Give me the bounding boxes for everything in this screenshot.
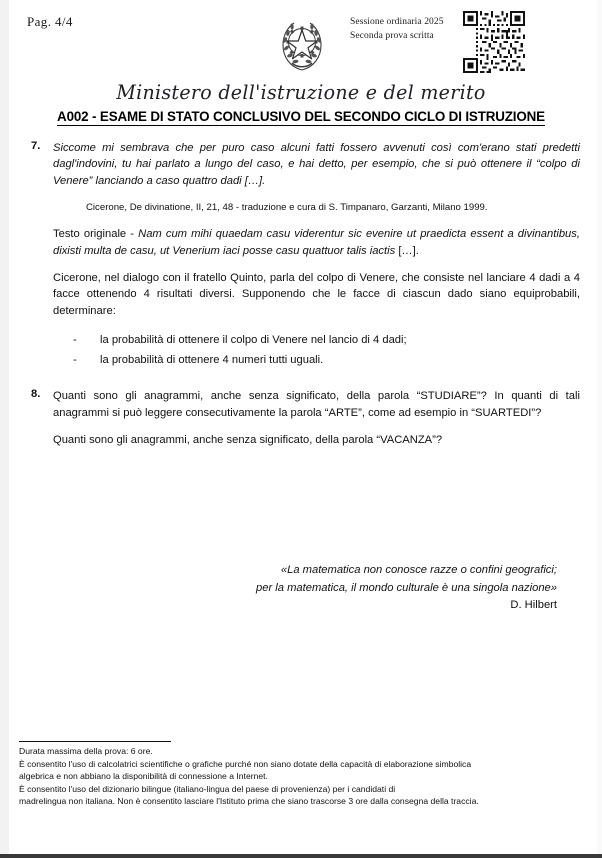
question-number-7: 7. — [31, 140, 41, 152]
exam-body — [0, 140, 602, 448]
footer-line-3: algebrica e non abbiano la disponibilità di connessione a Internet. — [19, 771, 268, 782]
bullet-text: la probabilità di ottenere 4 numeri tutti uguali. — [100, 354, 324, 367]
ministry-name: Ministero dell'istruzione e del merito — [116, 81, 486, 105]
closing-quote — [0, 562, 602, 615]
footer-divider — [19, 741, 171, 742]
footer-line-5: madrelingua non italiana. Non è consentito lasciare l'Istituto prima che siano trascorse 3 ore dalla consegna della traccia. — [19, 796, 479, 807]
footer-notes — [19, 745, 579, 808]
question-7-body: Cicerone, nel dialogo con il fratello Quinto, parla del colpo di Venere, che consiste nel lanciare 4 dadi a 4 facce ottenendo 4 risultati diversi. Supponendo che le facce di ciascun dado siano equiprobabili, determinare: — [53, 272, 580, 317]
page-title-text: A002 - ESAME DI STATO CONCLUSIVO DEL SECONDO CICLO DI ISTRUZIONE — [57, 109, 545, 124]
footer-line-1: Durata massima della prova: 6 ore. — [19, 746, 153, 756]
session-info — [350, 15, 444, 43]
dash-bullet-icon: - — [73, 334, 77, 347]
session-line-1: Sessione ordinaria 2025 — [350, 17, 444, 27]
page-footer — [19, 741, 579, 808]
dash-bullet-icon: - — [73, 354, 77, 367]
page-header — [0, 0, 602, 78]
question-7-bullet-list — [0, 330, 602, 370]
quote-line-1: «La matematica non conosce razze o confini geografici; — [280, 564, 557, 576]
quote-line-2: per la matematica, il mondo culturale è una singola nazione» — [256, 581, 557, 594]
page-title — [0, 109, 602, 124]
original-tail: […]. — [395, 244, 419, 257]
question-7-original-paragraph — [53, 226, 580, 259]
page-number-label: Pag. 4/4 — [27, 14, 73, 29]
original-label: Testo originale - — [53, 228, 139, 241]
quote-author: D. Hilbert — [510, 599, 557, 611]
qr-code-icon — [463, 11, 525, 73]
italian-republic-emblem-icon — [277, 13, 327, 73]
question-7-original — [0, 226, 602, 319]
question-7-quote: Siccome mi sembrava che per puro caso alcuni fatti fossero avvenuti così com'erano stati predetti dagl'indovini, tu hai parlato a lungo del caso, e hai detto, per esempio, che si può ottenere il “colpo di Venere” lanciando a caso quattro dadi […]. — [53, 142, 580, 187]
list-item — [73, 330, 580, 350]
question-item-7 — [0, 140, 602, 189]
question-7-source: Cicerone, De divinatione, II, 21, 48 - traduzione e cura di S. Timpanaro, Garzanti, Milano 1999. — [86, 202, 488, 214]
footer-line-4: È consentito l'uso del dizionario bilingue (italiano-lingua del paese di provenienza) per i candidati di — [19, 783, 396, 794]
question-number-8: 8. — [31, 388, 41, 401]
footer-line-2: È consentito l'uso di calcolatrici scientifiche o grafiche purché non siano dotate della capacità di elaborazione simbolica — [19, 758, 472, 769]
question-8-paragraph-2: Quanti sono gli anagrammi, anche senza significato, della parola “VACANZA”? — [53, 434, 443, 447]
question-item-8 — [0, 388, 602, 448]
list-item — [73, 350, 580, 370]
question-8-paragraph-1: Quanti sono gli anagrammi, anche senza significato, della parola “STUDIARE”? In quanti di tali anagrammi si può leggere consecutivamente la parola “ARTE”, come ad esempio in “SUARTEDI”? — [53, 390, 580, 419]
original-latin-text: Nam cum mihi quaedam casu viderentur sic evenire ut praedicta essent a divinantibus, dixisti multa de casu, ut Venerium iaci posse casu quattuor talis iactis — [53, 228, 580, 257]
session-line-2: Seconda prova scritta — [350, 31, 434, 41]
bullet-text: la probabilità di ottenere il colpo di Venere nel lancio di 4 dadi; — [100, 334, 407, 347]
